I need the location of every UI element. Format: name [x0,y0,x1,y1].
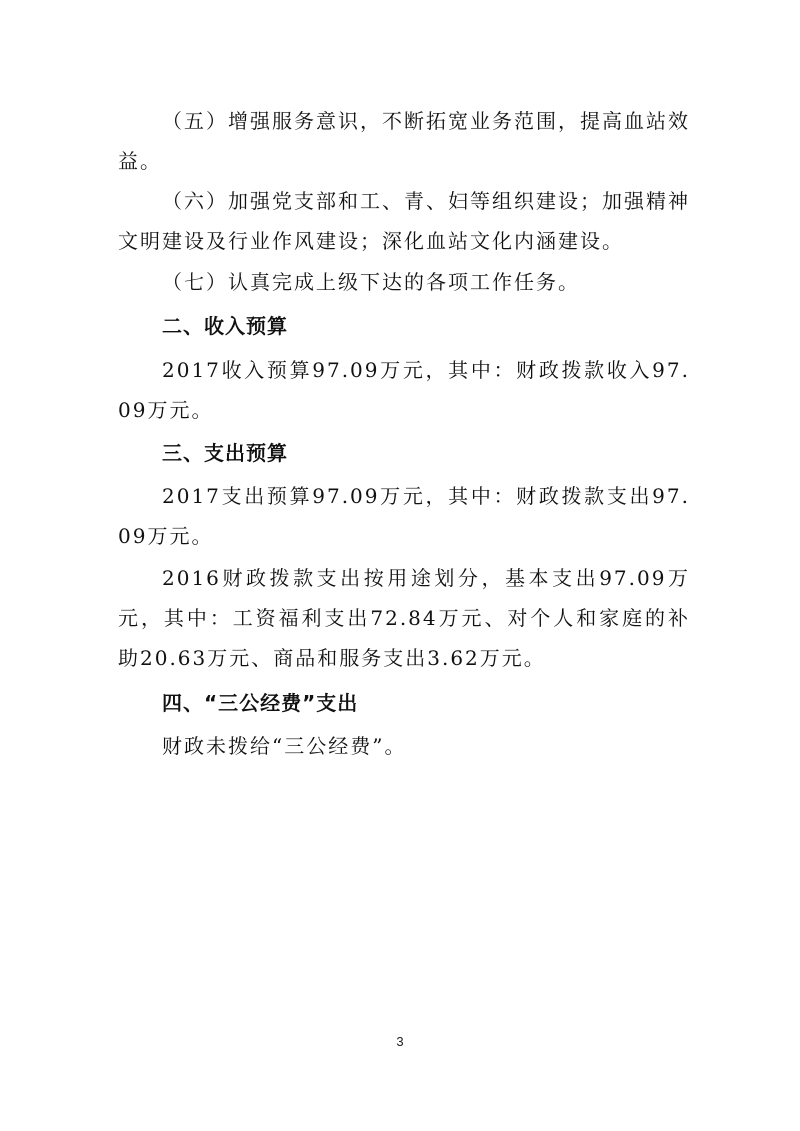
paragraph-expense-detail: 2016财政拨款支出按用途划分，基本支出97.09万元，其中：工资福利支出72.84万元、对个人和家庭的补助20.63万元、商品和服务支出3.62万元。 [118,566,690,670]
heading-income-budget: 二、收入预算 [162,314,288,338]
paragraph-three-public-expenses: 财政未拨给“三公经费”。 [162,734,407,758]
heading-three-public-expenses: 四、“三公经费”支出 [162,691,359,715]
page-number: 3 [396,1034,404,1049]
heading-expense-budget: 三、支出预算 [162,441,288,465]
paragraph-item-5: （五）增强服务意识，不断拓宽业务范围，提高血站效益。 [118,109,690,173]
paragraph-income-budget: 2017收入预算97.09万元，其中：财政拨款收入97.09万元。 [118,358,690,422]
paragraph-item-7: （七）认真完成上级下达的各项工作任务。 [162,270,580,294]
paragraph-item-6: （六）加强党支部和工、青、妇等组织建设；加强精神文明建设及行业作风建设；深化血站文化内涵建设。 [118,189,690,253]
paragraph-expense-budget: 2017支出预算97.09万元，其中：财政拨款支出97.09万元。 [118,484,690,548]
